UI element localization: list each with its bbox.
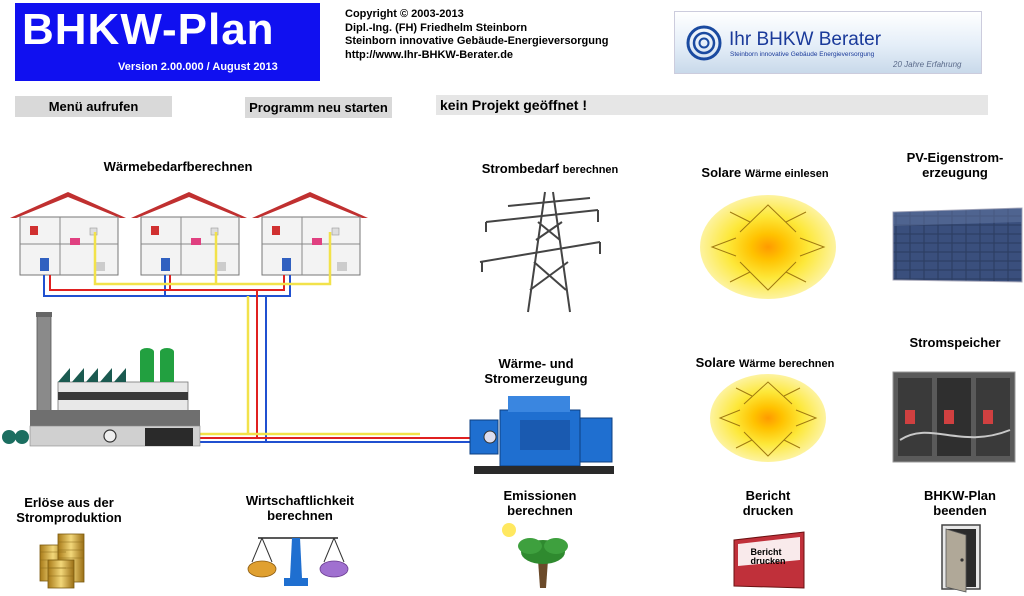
label-emissionen-2: berechnen xyxy=(507,503,573,518)
label-wirtschaft-2: berechnen xyxy=(267,508,333,523)
label-emissionen-1: Emissionen xyxy=(503,488,577,503)
house-icon xyxy=(131,192,247,275)
label-solar-einlesen-small: Wärme einlesen xyxy=(744,168,829,180)
tree-icon[interactable] xyxy=(502,523,568,588)
label-bericht-1: Bericht xyxy=(745,488,791,503)
sun-icon[interactable] xyxy=(700,195,836,299)
label-waerme-strom-2: Stromerzeugung xyxy=(484,371,588,386)
label-waerme-strom-1: Wärme- und xyxy=(498,356,574,371)
label-solar-berechnen-main: Solare xyxy=(695,355,736,370)
balance-scale-icon[interactable] xyxy=(248,538,348,586)
label-erloese-2: Stromproduktion xyxy=(16,510,122,525)
version-label: Version 2.00.000 / August 2013 xyxy=(118,61,278,73)
berater-subtitle: Steinborn innovative Gebäude Energieversorgung xyxy=(730,51,875,58)
chp-engine-icon[interactable] xyxy=(470,396,614,474)
power-plant-icon xyxy=(2,312,200,446)
label-beenden-2: beenden xyxy=(933,503,987,518)
author-line: Dipl.-Ing. (FH) Friedhelm Steinborn xyxy=(345,21,528,34)
company-line: Steinborn innovative Gebäude-Energieversorgung xyxy=(345,35,609,47)
label-solar-berechnen-small: Wärme berechnen xyxy=(739,358,835,370)
coins-icon[interactable] xyxy=(40,534,84,588)
label-stromspeicher[interactable]: Stromspeicher xyxy=(909,335,1001,350)
berater-tagline: 20 Jahre Erfahrung xyxy=(893,60,962,69)
house-icon xyxy=(252,192,368,275)
label-beenden-1: BHKW-Plan xyxy=(924,488,996,503)
power-pylon-icon[interactable] xyxy=(480,192,600,312)
label-strombedarf-small: berechnen xyxy=(562,164,619,176)
app-title: BHKW-Plan xyxy=(22,5,275,54)
book-text-1: Bericht xyxy=(750,547,782,557)
book-text-2: drucken xyxy=(750,556,786,566)
project-status: kein Projekt geöffnet ! xyxy=(436,95,988,115)
label-waermebedarf[interactable]: Wärmebedarfberechnen xyxy=(103,159,253,174)
house-icon xyxy=(10,192,126,275)
label-strombedarf-main: Strombedarf xyxy=(481,161,560,176)
berater-title: Ihr BHKW Berater xyxy=(729,29,882,50)
label-pv-2: erzeugung xyxy=(922,165,988,180)
copyright-line: Copyright © 2003-2013 xyxy=(345,8,464,20)
houses-illustration[interactable] xyxy=(10,192,368,275)
label-pv-1: PV-Eigenstrom- xyxy=(906,150,1004,165)
sun-icon[interactable] xyxy=(710,374,826,462)
restart-button[interactable]: Programm neu starten xyxy=(245,97,392,118)
exit-door-icon[interactable] xyxy=(942,525,980,592)
battery-storage-icon[interactable] xyxy=(893,372,1015,462)
label-bericht-2: drucken xyxy=(742,503,794,518)
solar-panel-icon[interactable] xyxy=(893,208,1022,282)
label-solar-einlesen-main: Solare xyxy=(701,165,742,180)
label-erloese-1: Erlöse aus der xyxy=(24,495,114,510)
report-book-icon[interactable] xyxy=(734,532,804,588)
website-line[interactable]: http://www.Ihr-BHKW-Berater.de xyxy=(345,48,514,61)
label-wirtschaft-1: Wirtschaftlichkeit xyxy=(245,493,355,508)
menu-button[interactable]: Menü aufrufen xyxy=(15,96,172,117)
